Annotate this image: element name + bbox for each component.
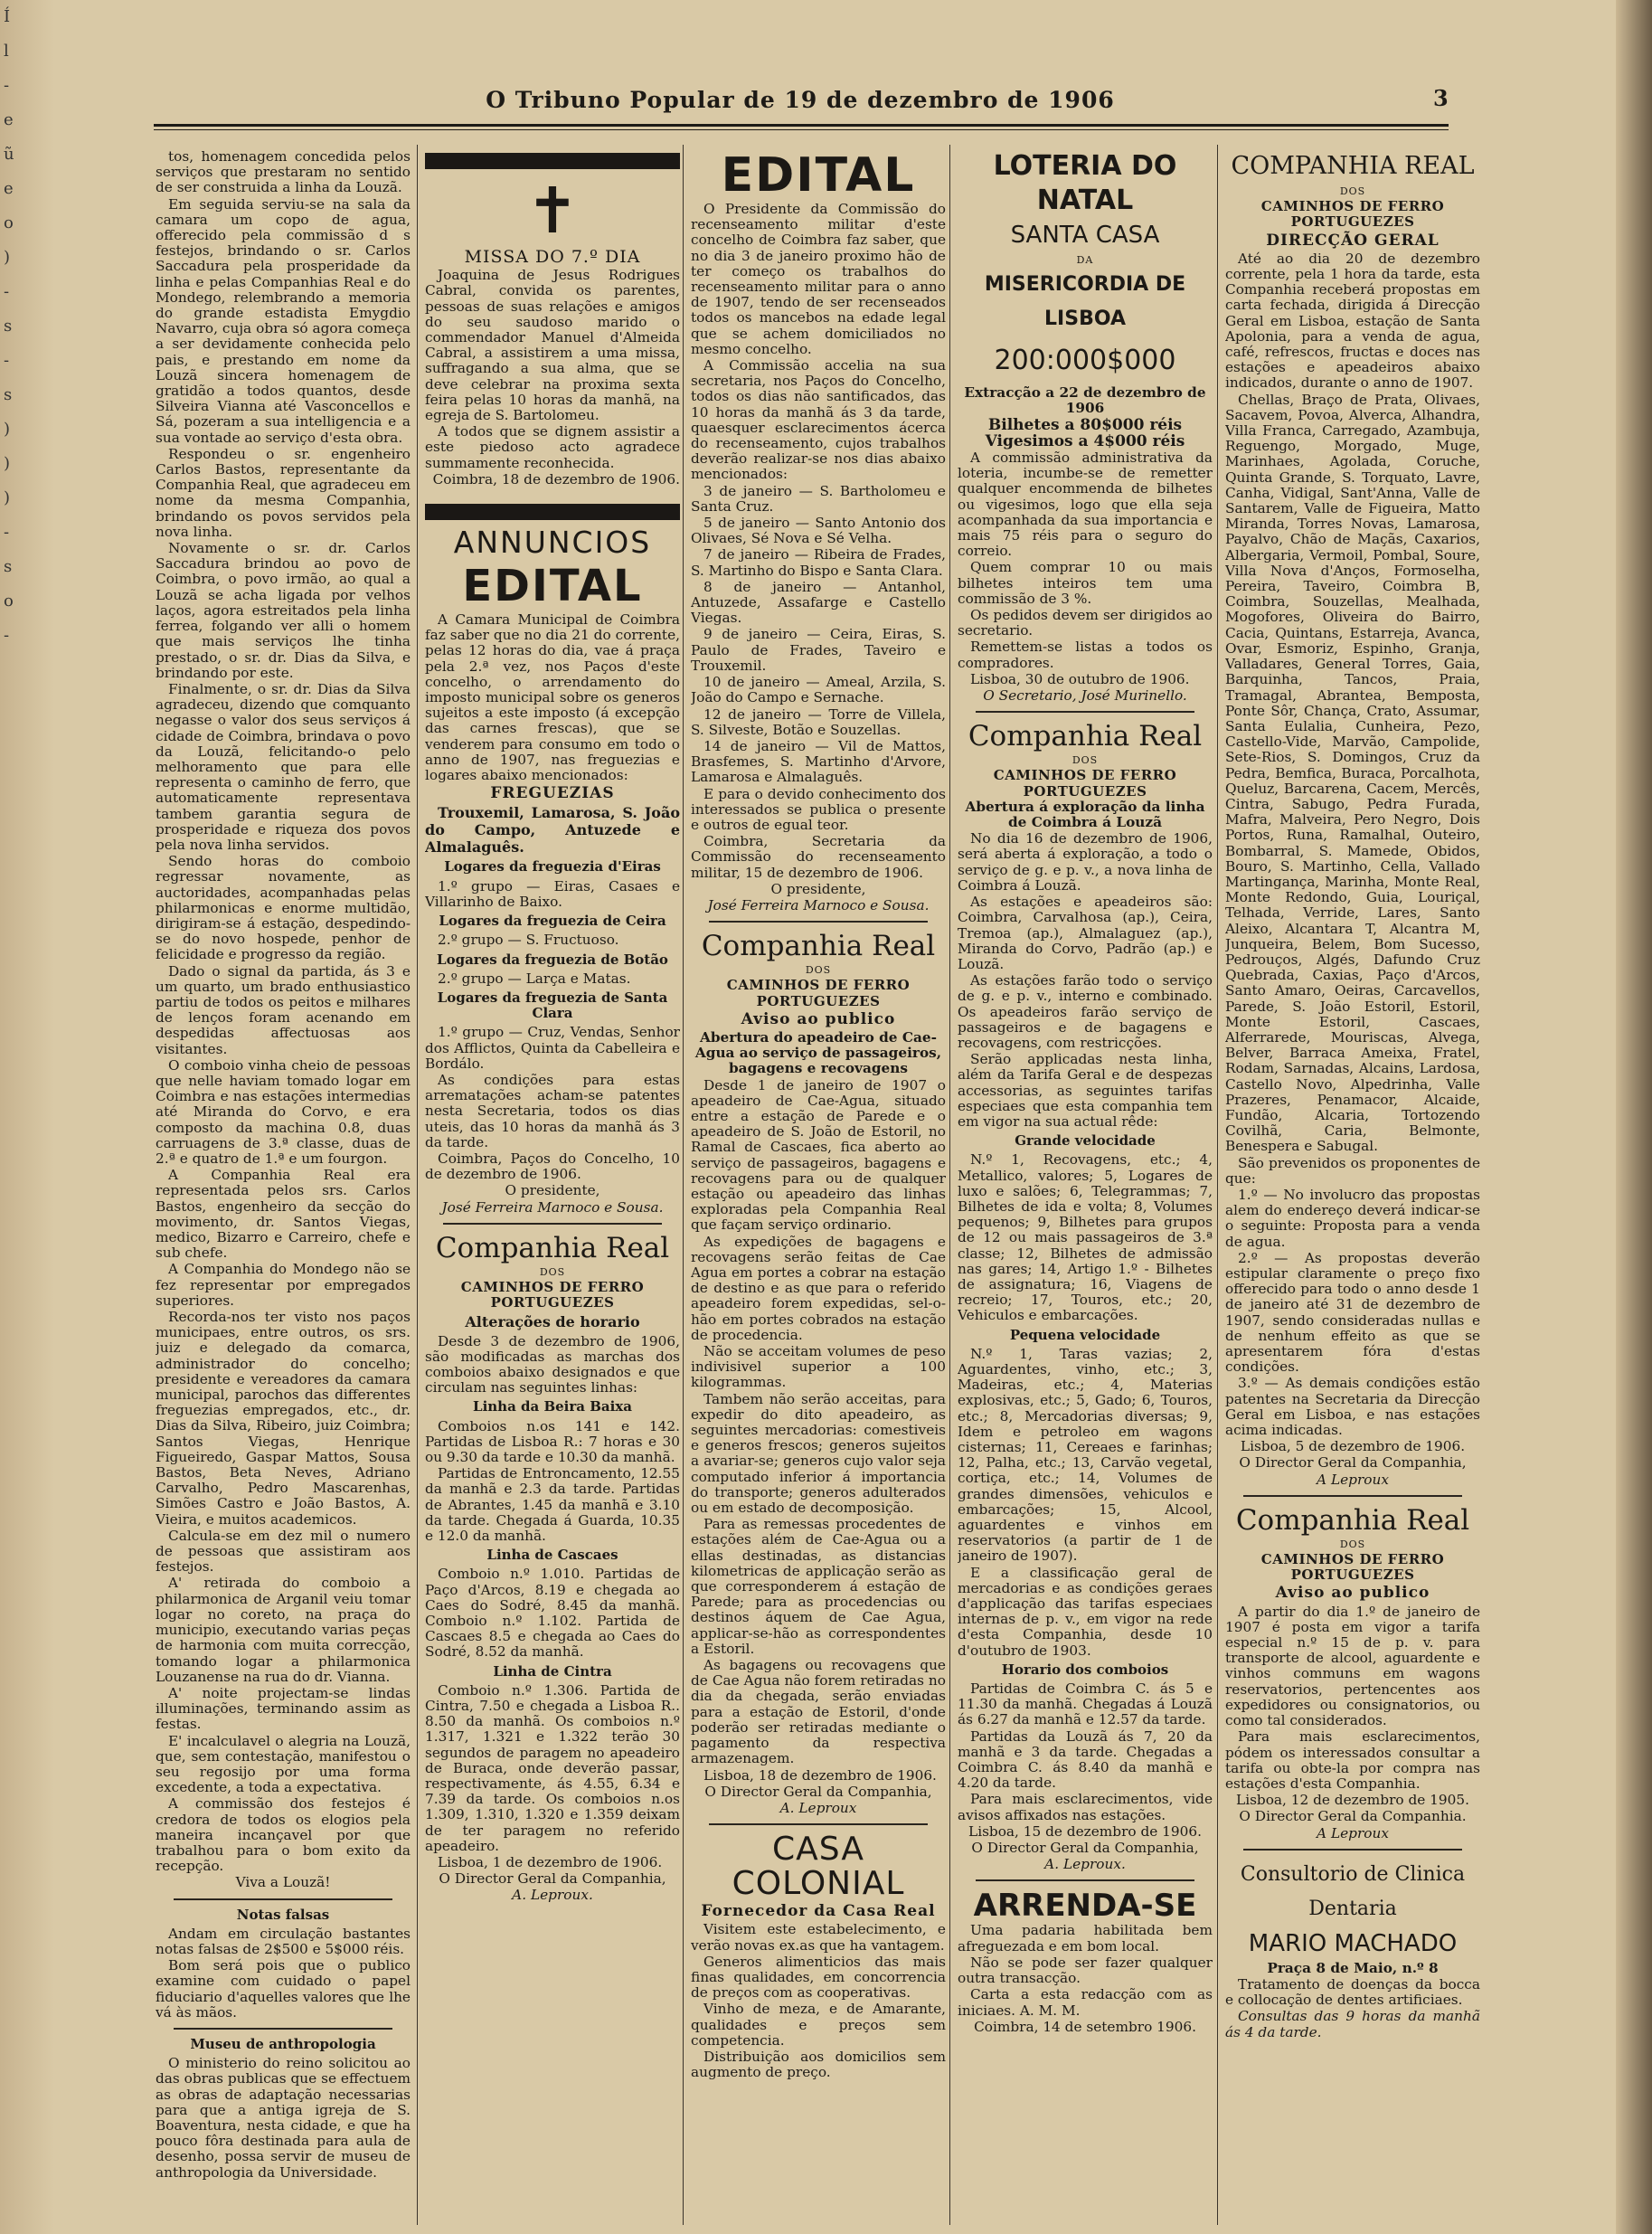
santa-casa: SANTA CASA [1010,222,1160,249]
paragraph: O comboio vinha cheio de pessoas que nelle haviam tomado logar em Coimbra e nas estações intermedias até Miranda do Corvo, e era composto da machina 0.8, duas carruagens de 3.ª classe, duas de 2.ª e quatro de 1.ª e um fourgon. [156,1056,411,1167]
direccao-body [1225,251,1480,1438]
company-title: Companhia Real [435,1231,670,1264]
article-body [156,149,411,1874]
pequena-velocidade-heading: Pequena velocidade [1009,1326,1161,1343]
page-header: O Tribuno Popular de 19 de dezembro de 1906 [486,87,1115,113]
paragraph: Bom será pois que o publico examine com cuidado o papel fiduciario d'aquelles valores que lhe vá às mãos. [156,1957,411,2021]
conditions-text: As condições para estas arrematações acham-se patentes nesta Secretaria, todos os dias uteis, das 10 horas da manhã ás 3 da tarde. [425,1071,680,1150]
edital-title: EDITAL [462,561,643,612]
abertura-body [958,831,1213,1130]
missa-text: Joaquina de Jesus Rodrigues Cabral, convida os parentes, pessoas de suas relações e amigos do seu saudoso marido o commendador Manuel d'Almeida Cabral, a assistirem a uma missa, suffragando a sua alma, que se deve celebrar na proxima sexta feira pelas 10 horas da manhã, na egreja de S. Bartolomeu. [425,267,680,424]
page-shadow [1616,0,1652,2234]
missa-title: MISSA DO 7.º DIA [464,247,641,267]
paragraph: Quem comprar 10 ou mais bilhetes inteiros tem uma commissão de 3 %. [958,559,1213,607]
paragraph: A partir do dia 1.º de janeiro de 1907 é posta em vigor a tarifa especial n.º 15 de p. v. para transporte de alcool, aguardente e vinhos communs em wagons reservatorios, pertencentes aos expedidores ou consignatorios, ou como tal considerados. [1225,1603,1480,1729]
edge-letter: ) [4,420,11,439]
column-divider [683,145,684,2225]
company-dos: DOS [1339,185,1366,197]
column-divider [417,145,418,2225]
company-title: COMPANHIA REAL [1231,152,1475,180]
edital-title: EDITAL [721,149,916,203]
company-dos: DOS [805,964,832,977]
separator [174,1898,392,1900]
separator [174,2028,392,2030]
arrenda-title: ARRENDA-SE [973,1888,1197,1925]
days-list [691,484,946,786]
paragraph: As estações farão todo o serviço de g. e p. v., interno e combinado. Os apeadeiros farão serviço de passageiros e de bagagens e recovagens, com restricções. [958,972,1213,1051]
edge-letter: e [4,110,14,129]
paragraph: Os pedidos devem ser dirigidos ao secretario. [958,607,1213,639]
cross-icon: ✝ [525,174,580,248]
date: Lisboa, 5 de dezembro de 1906. [1240,1438,1466,1455]
aviso-heading: Aviso ao publico [741,1009,896,1028]
director-label: O Director Geral da Companhia, [1239,1454,1467,1472]
paragraph: 1.º — No involucro das propostas alem do endereço deverá indicar-se o seguinte: Proposta para a venda de agua. [1225,1187,1480,1250]
paragraph: Novamente o sr. dr. Carlos Saccadura brindou ao povo de Coimbra, o povo irmão, ao qual a Louzã se acha ligada por velhos laços, agora estreitados pela linha ferrea, folgando ver alli o homem que mais serviços lhe tinha prestado, o sr. dr. Dias da Silva, e brindando por este. [156,540,411,681]
paragraph: Calcula-se em dez mil o numero de pessoas que assistiram aos festejos. [156,1527,411,1576]
beira-title: Linha da Beira Baixa [473,1398,632,1415]
ceira-title: Logares da freguezia de Ceira [439,913,666,930]
paragraph: Vinho de meza, e de Amarante, qualidades e preços sem competencia. [691,2001,946,2049]
edital-date: Coimbra, Paços do Concelho, 10 de dezembro de 1906. [425,1150,680,1183]
company-2-dos: DOS [1339,1538,1366,1550]
museu-body: O ministerio do reino solicitou ao das obras publicas que se effectuem as obras de adaptação necessarias para que a antiga igreja de S. Boaventura, nesta cidade, e que ha pouco fôra destinada para aula de desenho, possa servir de museu de anthropologia da Universidade. [156,2055,411,2181]
date: Lisboa, 15 de dezembro de 1906. [968,1822,1202,1840]
edital-text-3: E para o devido conhecimento dos interessados se publica o presente e outros de egual teor. [691,785,946,833]
paragraph: As expedições de bagagens e recovagens serão feitas de Cae Agua em portes a cobrar na estação de destino e as que para o referido apeadeiro forem expedidas, sel-o-hão em portes cobrados na estação de procedencia. [691,1233,946,1343]
edital-text: O Presidente da Commissão do recenseamento militar d'este concelho de Coimbra faz saber, que no dia 3 de janeiro proximo hão de ter começo os trabalhos do recenseamento militar para o anno de 1907, tendo de ser recenseados todos os mancebos na edade legal que se achem domiciliados no mesmo concelho. [691,201,946,357]
paragraph: Tambem não serão acceitas, para expedir do dito apeadeiro, as seguintes mercadorias: comestiveis e generos frescos; generos sujeitos a avariar-se; generos cujo valor seja computado inferior á importancia do transporte; generos adulterados ou em estado de decomposição. [691,1390,946,1517]
mario-machado: MARIO MACHADO [1248,1929,1458,1957]
separator [976,711,1194,713]
lisboa-date: Lisboa, 1 de dezembro de 1906. [438,1854,663,1871]
signature: José Ferreira Marnoco e Sousa. [441,1198,664,1216]
paragraph: Serão applicadas nesta linha, além da Tarifa Geral e de despezas accessorias, as seguintes tarifas especiaes que esta companhia tem em vigor na sua actual rêde: [958,1051,1213,1130]
clara-text: 1.º grupo — Cruz, Vendas, Senhor dos Afflictos, Quinta da Cabelleira e Bordálo. [425,1024,680,1072]
aviso-director-label: O Director Geral da Companhia. [1239,1808,1467,1825]
extraccao: Extracção a 22 de dezembro de 1906 [964,384,1206,417]
company-dos: DOS [1071,754,1099,767]
company-dos: DOS [539,1265,566,1278]
company-caminhos: CAMINHOS DE FERRO PORTUGUEZES [460,1278,645,1311]
column-4 [958,149,1213,2220]
director-label: O Director Geral da Companhia, [704,1783,932,1800]
aviso-date: Lisboa, 12 de dezembro de 1905. [1236,1792,1469,1809]
presidente-label: O presidente, [770,880,866,897]
praca-address: Praça 8 de Maio, n.º 8 [1267,1959,1439,1976]
paragraph: Chellas, Braço de Prata, Olivaes, Sacavem, Povoa, Alverca, Alhandra, Villa Franca, Carregado, Azambuja, Reguengo, Morgado, Muge, Marinhaes, Agolada, Coruche, Quinta Grande, S. Torquato, Lavre, Canha, Vidigal, Sant'Anna, Valle de Santarem, Valle de Figueira, Matto Miranda, Torres Novas, Lamarosa, Payalvo, Chão de Maçãs, Caxarios, Albergaria, Vermoil, Pombal, Soure, Villa Nova d'Anços, Formoselha, Pereira, Taveiro, Coimbra B, Coimbra, Souzellas, Mealhada, Mogofores, Oliveira do Bairro, Cacia, Quintans, Estarreja, Avanca, Ovar, Esmoriz, Espinho, Granja, Valladares, General Torres, Gaia, Barquinha, Tancos, Praia, Tramagal, Abrantea, Bemposta, Ponte Sôr, Chança, Crato, Assumar, Santa Eulalia, Cunheira, Pezo, Castello-Vide, Marvão, Campolide, Sete-Rios, S. Domingos, Cruz da Pedra, Bemfica, Buraca, Porcalhota, Queluz, Barcarena, Cacem, Mercês, Cintra, Sabugo, Pedra Furada, Mafra, Malveira, Pero Negro, Dois Portos, Runa, Ramalhal, Outeiro, Bombarral, S. Mamede, Obidos, Bouro, S. Martinho, Cella, Vallado Martingança, Marinha, Monte Real, Monte Redondo, Guia, Louriçal, Telhada, Verride, Lares, Santo Aleixo, Alcantara T, Alcantra M, Junqueira, Belem, Bom Sucesso, Pedrouços, Algés, Dafundo Cruz Quebrada, Caxias, Paço d'Arcos, Santo Amaro, Oeiras, Carcavellos, Parede, S. João Estoril, Estoril, Monte Estoril, Cascaes, Alferrarede, Mouriscas, Alvega, Belver, Barraca Ameixa, Fratel, Rodam, Sarnadas, Alcains, Lardosa, Castello Novo, Alpedrinha, Valle Prazeres, Penamacor, Alcaide, Fundão, Alcaria, Tortozendo Covilhã, Caria, Belmonte, Benespera e Sabugal. [1225,391,1480,1155]
secretario: O Secretario, José Murinello. [983,687,1187,705]
edge-letter: ) [4,454,11,473]
bilhetes: Bilhetes a 80$000 réis [987,415,1183,434]
arrenda-text-2: Não se pode ser fazer qualquer outra transacção. [958,1954,1213,1987]
column-5 [1225,149,1480,2220]
aviso-heading: Aviso ao publico [1275,1584,1430,1603]
paragraph: Para as remessas procedentes de estações além de Cae-Agua ou a ellas destinadas, as distancias kilometricas de applicação serão as que corresponderem á estação de Parede; para as procedencias ou destinos áquem de Cae Agua, applicar-se-hão as correspondentes a Estoril. [691,1516,946,1657]
aviso-director-name: A Leproux [1317,1824,1389,1841]
viva-line: Viva a Louzã! [235,1874,331,1891]
arrenda-text: Uma padaria habilitada bem afreguezada e em bom local. [958,1922,1213,1955]
paragraph: Finalmente, o sr. dr. Dias da Silva agradeceu, dizendo que comquanto negasse o valor dos seus serviços á cidade de Coimbra, brindava o povo da Louzã, felicitando-o pelo melhoramento que para elle representa o caminho de ferro, que automaticamente representava tambem garantia segura de prosperidade e riqueza dos povos pela nova linha servidos. [156,680,411,853]
paragraph: A' retirada do comboio a philarmonica de Arganil veiu tomar logar no coreto, na praça do municipio, executando varias peças de harmonia com muita correcção, tomando logar a philarmonica Louzanense na rua do dr. Vianna. [156,1575,411,1685]
aviso-body [691,1078,946,1767]
paragraph: Dado o signal da partida, ás 3 e um quarto, um brado enthusiastico partiu de todos os peitos e milhares de lenços foram acenando em despedidas affectuosas aos visitantes. [156,962,411,1057]
paragraph: A commissão dos festejos é credora de todos os elogios pela maneira incançavel por que trabalhou para o bom exito da recepção. [156,1795,411,1875]
director-name: A. Leproux. [1044,1856,1126,1873]
eiras-text: 1.º grupo — Eiras, Casaes e Villarinho de Baixo. [425,877,680,910]
edge-letter: ũ [4,145,14,164]
notas-title: Notas falsas [236,1906,330,1923]
edge-letter: - [4,626,10,645]
header-rule [154,124,1449,130]
edge-letter: ) [4,488,11,507]
abertura-heading: Abertura á exploração da linha de Coimbra á Louzã [965,798,1205,831]
edge-letter: - [4,351,10,370]
ceira-text: 2.º grupo — S. Fructuoso. [438,932,619,949]
pequena-velocidade-text: N.º 1, Taras vazias; 2, Aguardentes, vinho, etc.; 3, Madeiras, etc.; 4, Materias explosivas, etc.; 5, Gado; 6, Touros, etc.; 8, Mercadorias diversas; 9, Idem e petroleo em wagons cisternas; 11, Cereaes e farinhas; 12, Palha, etc.; 13, Carvão vegetal, cortiça, etc.; 14, Volumes de grandes dimensões, vehiculos e embarcações; 15, Alcool, aguardentes e vinhos em reservatorios (a partir de 1 de janeiro de 1907). [958,1345,1213,1565]
aviso-date: Lisboa, 18 de dezembro de 1906. [703,1766,937,1784]
column-divider [1217,145,1218,2225]
casa-colonial-body [691,1922,946,2080]
cintra-text: Comboio n.º 1.306. Partida de Cintra, 7.50 e chegada a Lisboa R.. 8.50 da manhã. Os comboios n.º 1.317, 1.321 e 1.322 terão 30 segundos de paragem no apeadeiro de Buraca, onde deverão passar, respectivamente, ás 4.55, 6.34 e 7.39 da tarde. Os comboios n.os 1.309, 1.310, 1.320 e 1.359 deixam de ter paragem no referido apeadeiro. [425,1681,680,1854]
separator [1243,1495,1462,1497]
mourning-bar [425,504,680,520]
misericordia: MISERICORDIA DE LISBOA [984,273,1186,331]
horario-text: Partidas de Coimbra C. ás 5 e 11.30 da manhã. Chegadas á Louzã ás 6.27 da manhã e 12.57 da tarde. [958,1680,1213,1728]
paragraph: tos, homenagem concedida pelos serviços que prestaram no sentido de ser construida a linha da Louzã. [156,149,411,196]
company-title: Companhia Real [968,720,1203,753]
paragraph: A Companhia Real era representada pelos srs. Carlos Bastos, engenheiro da secção do movimento, dr. Santos Viegas, medico, Bizarro e Carreiro, chefe e sub chefe. [156,1167,411,1262]
signature: José Ferreira Marnoco e Sousa. [707,896,930,913]
edge-letter: l [4,42,9,61]
alteracoes-heading: Alterações de horario [465,1313,640,1331]
separator [1243,1849,1462,1851]
edge-letter: s [4,557,13,576]
paragraph: E' incalculavel o alegria na Louzã, que, sem contestação, manifestou o seu regosijo por uma forma excedente, a toda a expectativa. [156,1732,411,1796]
column-divider [949,145,950,2225]
beira-text-1: Comboios n.os 141 e 142. Partidas de Lisboa R.: 7 horas e 30 ou 9.30 da tarde e 10.30 da manhã. [425,1417,680,1465]
list-item: 10 de janeiro — Ameal, Arzila, S. João do Campo e Sernache. [691,674,946,706]
director-name: A Leproux [1317,1471,1389,1488]
paragraph: A Companhia do Mondego não se fez representar por empregados superiores. [156,1261,411,1309]
edge-letter: o [4,592,14,611]
botao-text: 2.º grupo — Larça e Matas. [438,970,631,987]
paragraph: Em seguida serviu-se na sala da camara um copo de agua, offerecido pela commissão d s festejos, brindando o sr. Carlos Saccadura pela prosperidade da linha e pelas Companhias Real e do Mondego, relembrando a memoria do grande estadista Emygdio Navarro, cuja obra só agora começa a ser devidamente conhecida pelo pais, e prestando em nome da Louzã sincera homenagem de gratidão a todos quantos, desde Silveira Vianna até Vasconcellos e Sá, pozeram a sua intelligencia e a sua vontade ao serviço d'esta obra. [156,195,411,446]
edge-letter: - [4,523,10,542]
pequena-velocidade-text-2: E a classificação geral de mercadorias e as condições geraes d'applicação das tarifas especiaes internas de p. v., em vigor na rede d'esta Companhia, desde 10 d'outubro de 1903. [958,1564,1213,1659]
paragraph: No dia 16 de dezembro de 1906, será aberta á exploração, a todo o serviço de g. e p. v., a nova linha de Coimbra á Louzã. [958,830,1213,894]
botao-title: Logares da freguezia de Botão [437,951,668,968]
alteracoes-text: Desde 3 de dezembro de 1906, são modificadas as marchas dos comboios abaixo designados e que circulam nas seguintes linhas: [425,1332,680,1396]
edge-letter: e [4,179,14,198]
paragraph: 2.º — As propostas deverão estipular claramente o preço fixo offerecido para todo o anno desde 1 de janeiro até 31 de dezembro de 1907, sendo consideradas nullas e de nenhum effeito as que se apresentarem fóra d'estas condições. [1225,1249,1480,1376]
beira-text-2: Partidas de Entroncamento, 12.55 da manhã e 2.3 da tarde. Partidas de Abrantes, 1.45 da manhã e 3.10 da tarde. Chegada á Guarda, 10.35 e 12.0 da manhã. [425,1465,680,1544]
arrenda-text-3: Carta a esta redacção com as iniciaes. A. M. M. [958,1986,1213,2019]
company-caminhos: CAMINHOS DE FERRO PORTUGUEZES [1260,198,1445,231]
paragraph: Sendo horas do comboio regressar novamente, as auctoridades, acompanhadas pelas philarmonicas e enorme multidão, dirigiram-se á estação, despedindo-se do novo hospede, penhor de felicidade e progresso da região. [156,853,411,963]
presidente-label: O presidente, [505,1182,600,1199]
horario-text-3: Para mais esclarecimentos, vide avisos affixados nas estações. [958,1791,1213,1823]
freguezias-list: Trouxemil, Lamarosa, S. João do Campo, Antuzede e Almalaguês. [425,804,680,857]
paragraph: São prevenidos os proponentes de que: [1225,1154,1480,1187]
paragraph: Não se acceitam volumes de peso indivisivel superior a 100 kilogrammas. [691,1343,946,1391]
separator [709,921,928,923]
loteria-date: Lisboa, 30 de outubro de 1906. [970,670,1190,687]
director-label: O Director Geral da Companhia, [971,1840,1199,1857]
separator [976,1879,1194,1881]
list-item: 8 de janeiro — Antanhol, Antuzede, Assafarge e Castello Viegas. [691,578,946,627]
paragraph: Até ao dia 20 de dezembro corrente, pela 1 hora da tarde, esta Companhia receberá propostas em carta fechada, dirigida á Direcção Geral em Lisboa, estação de Santa Apolonia, para a venda de agua, café, refrescos, fructas e doces nas estações e apeadeiros abaixo indicados, durante o anno de 1907. [1225,250,1480,392]
paragraph: Para mais esclarecimentos, pódem os interessados consultar a tarifa ou obte-la por compra nas estações d'esta Companhia. [1225,1728,1480,1792]
company-title: Companhia Real [701,930,936,963]
list-item: 7 de janeiro — Ribeira de Frades, S. Martinho do Bispo e Santa Clara. [691,546,946,579]
aviso-subheading: Abertura do apeadeiro de Cae-Agua ao serviço de passageiros, bagagens e recovagens [694,1028,942,1077]
paragraph: Recorda-nos ter visto nos paços municipaes, entre outros, os srs. juiz e delegado da comarca, administrador do concelho; presidente e vereadores da camara municipal, parochos das differentes freguezias empregados, etc., dr. Dias da Silva, Ribeiro, juiz Coimbra; Santos Viegas, Henrique Figueiredo, Gaspar Mattos, Sousa Bastos, Beta Neves, Adriano Carvalho, Pedro Mascarenhas, Simões Castro e João Bastos, A. Vieira, e muitos academicos. [156,1309,411,1528]
clara-title: Logares da freguezia de Santa Clara [437,989,668,1022]
loteria-body [958,450,1213,671]
grande-velocidade-heading: Grande velocidade [1015,1132,1156,1150]
list-item: 9 de janeiro — Ceira, Eiras, S. Paulo de Frades, Taveiro e Trouxemil. [691,626,946,674]
adjacent-page-edge [0,0,54,2234]
column-2 [425,149,680,2220]
edge-letter: - [4,282,10,301]
list-item: 5 de janeiro — Santo Antonio dos Olivaes, Sé Nova e Sé Velha. [691,515,946,547]
cascaes-title: Linha de Cascaes [486,1547,618,1564]
paragraph: A commissão administrativa da loteria, incumbe-se de remetter qualquer encommenda de bilhetes ou vigesimos, logo que ella seja acompanhada da sua importancia e mais 75 réis para o seguro do correio. [958,450,1213,560]
paragraph: As estações e apeadeiros são: Coimbra, Carvalhosa (ap.), Ceira, Tremoa (ap.), Almalaguez (ap.), Miranda do Corvo, Padrão (ap.) e Louzã. [958,894,1213,972]
list-item: 12 de janeiro — Torre de Villela, S. Silveste, Botão e Souzellas. [691,705,946,738]
aviso-body [1225,1605,1480,1792]
edital-text: A Camara Municipal de Coimbra faz saber que no dia 21 do corrente, pelas 12 horas do dia, vae á praça pela 2.ª vez, nos Paços d'este concelho, o arrendamento do imposto municipal sobre os generos sujeitos a este imposto (á excepção das carnes frescas), que se venderem para consumo em todo o anno de 1907, nas freguezias e logares abaixo mencionados: [425,611,680,784]
consultorio-title: Consultorio de Clinica Dentaria [1240,1862,1466,1920]
company-2-caminhos: CAMINHOS DE FERRO PORTUGUEZES [1260,1551,1445,1584]
casa-colonial-subtitle: Fornecedor da Casa Real [701,1902,936,1921]
prize-amount: 200:000$000 [994,345,1176,377]
grande-velocidade-text: N.º 1, Recovagens, etc.; 4, Metallico, valores; 5, Logares de luxo e salões; 6, Telegrammas; 7, Bilhetes de ida e volta; 8, Volumes pequenos; 9, Bilhetes para grupos de 12 ou mais passageiros de 3.ª classe; 12, Bilhetes de admissão nas gares; 14, Artigo 1.º - Bilhetes de assignatura; 16, Viagens de recreio; 17, Touros, etc.; 20, Vehiculos e embarcações. [958,1151,1213,1324]
paragraph: A' noite projectam-se lindas illuminações, terminando assim as festas. [156,1684,411,1733]
paragraph: Distribuição aos domicilios sem augmento de preço. [691,2048,946,2081]
director-name: A. Leproux [779,1799,857,1816]
list-item: 14 de janeiro — Vil de Mattos, Brasfemes, S. Martinho d'Arvore, Lamarosa e Almalaguês. [691,737,946,786]
column-1 [156,149,411,2220]
edge-letter: s [4,317,13,336]
horario-heading: Horario dos comboios [1001,1661,1169,1678]
annuncios-heading: ANNUNCIOS [453,525,652,561]
edge-letter: ) [4,248,11,267]
separator [443,1223,662,1225]
paragraph: Desde 1 de janeiro de 1907 o apeadeiro de Cae-Agua, situado entre a estação de Parede e o apeadeiro de S. João de Estoril, no Ramal de Cascaes, fica aberto ao serviço de passageiros, bagagens e recovagens para ou de qualquer estação ou apeadeiro das linhas exploradas pela Companhia Real que façam serviço ordinario. [691,1076,946,1234]
company-caminhos: CAMINHOS DE FERRO PORTUGUEZES [993,767,1177,800]
paragraph: Andam em circulação bastantes notas falsas de 2$500 e 5$000 réis. [156,1925,411,1957]
notas-body [156,1926,411,2021]
casa-colonial-title: CASA COLONIAL [732,1831,905,1903]
separator [709,1823,928,1825]
paragraph: 3.º — As demais condições estão patentes na Secretaria da Direcção Geral em Lisboa, e nas estações acima indicadas. [1225,1375,1480,1439]
company-caminhos: CAMINHOS DE FERRO PORTUGUEZES [726,977,911,1009]
edge-letter: s [4,385,13,404]
tratamento: Tratamento de doenças da bocca e collocação de dentes artificiaes. [1225,1975,1480,2009]
cintra-title: Linha de Cintra [493,1662,612,1680]
paragraph: Generos alimenticios das mais finas qualidades, em concorrencia de preços com as cooperativas. [691,1953,946,2002]
cascaes-text: Comboio n.º 1.010. Partidas de Paço d'Arcos, 8.19 e chegada ao Caes do Sodré, 8.45 da manhã. Comboio n.º 1.102. Partida de Cascaes 8.5 e chegada ao Caes do Sodré, 8.52 da manhã. [425,1566,680,1661]
loteria-title: LOTERIA DO NATAL [993,150,1177,216]
edge-letter: o [4,213,14,232]
company-2-title: Companhia Real [1235,1503,1470,1537]
horario-text-2: Partidas da Louzã ás 7, 20 da manhã e 3 da tarde. Chegadas a Coimbra C. ás 8.40 da manhã e 4.20 da tarde. [958,1728,1213,1792]
page-number: 3 [1433,85,1449,111]
direccao-heading: DIRECÇÃO GERAL [1266,231,1440,250]
column-3 [691,149,946,2220]
director-name: A. Leproux. [512,1887,593,1904]
paragraph: Remettem-se listas a todos os compradores. [958,639,1213,671]
consultas: Consultas das 9 horas da manhã ás 4 da tarde. [1225,2008,1480,2040]
museu-title: Museu de anthropologia [190,2035,376,2052]
edital-date: Coimbra, Secretaria da Commissão do recenseamento militar, 15 de dezembro de 1906. [691,833,946,881]
list-item: 3 de janeiro — S. Bartholomeu e Santa Cruz. [691,482,946,515]
eiras-title: Logares da freguezia d'Eiras [444,858,661,876]
missa-text2: A todos que se dignem assistir a este piedoso acto agradece summamente reconhecida. [425,423,680,471]
director-label: O Director Geral da Companhia, [439,1870,666,1888]
paragraph: As bagagens ou recovagens que de Cae Agua não forem retiradas no dia da chegada, serão enviadas para a estação de Estoril, d'onde poderão ser retiradas mediante o pagamento da respectiva armazenagem. [691,1657,946,1767]
paragraph: Respondeu o sr. engenheiro Carlos Bastos, representante da Companhia Real, que agradeceu em nome da mesma Companhia, brindando os povos servidos pela nova linha. [156,445,411,540]
mourning-bar [425,153,680,169]
missa-date: Coimbra, 18 de dezembro de 1906. [432,470,680,488]
arrenda-date: Coimbra, 14 de setembro 1906. [974,2018,1196,2035]
vigesimos: Vigesimos a 4$000 réis [985,431,1185,450]
paragraph: Visitem este estabelecimento, e verão novas ex.as que ha vantagem. [691,1921,946,1954]
edital-text-2: A Commissão accelia na sua secretaria, nos Paços do Concelho, todos os dias não santificados, das 10 horas da manhã ás 3 da tarde, quaesquer esclarecimentos ácerca do recenseamento, cujos trabalhos deverão realizar-se nos dias abaixo mencionados: [691,357,946,483]
edge-letter: - [4,76,10,95]
freguezias-heading: FREGUEZIAS [490,784,615,803]
edge-letter: Í [4,7,11,26]
da-label: DA [1076,254,1094,266]
